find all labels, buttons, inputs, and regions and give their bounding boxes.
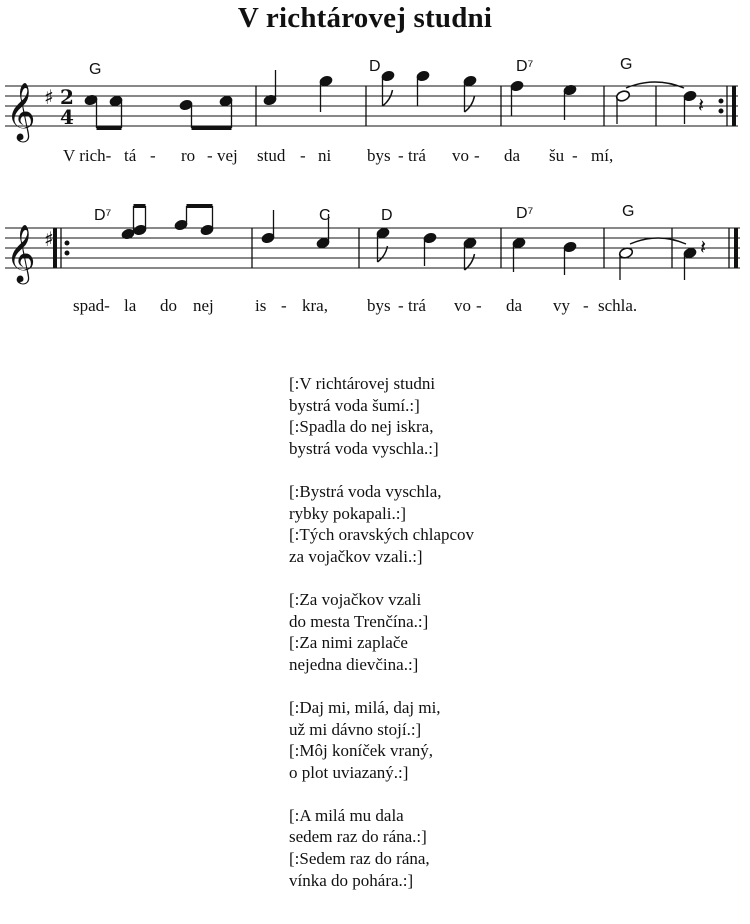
verse-line: [:V richtárovej studni [289,374,436,393]
lyric-syllable: - [583,296,589,315]
time-sig-top: 2 [60,85,74,109]
verse-line: [:Daj mi, milá, daj mi, [289,697,441,717]
verse-line: do mesta Trenčína.:] [289,611,429,631]
lyric-syllable: kra, [302,296,328,315]
key-signature-sharp-2: ♯ [44,227,54,251]
chord-1-2: D [369,58,381,75]
notes-staff-1 [84,70,684,128]
lyric-syllable: - [150,146,156,165]
svg-text:𝄽: 𝄽 [700,235,707,259]
lyric-syllable: da [504,146,521,165]
chord-1-4: G [620,56,633,73]
verse-line: vínka do pohára.:] [289,870,414,890]
lyric-syllable: tá [124,146,137,165]
lyric-syllable: - [398,146,404,165]
lyric-syllable: trá [408,296,426,315]
verse-line: [:A milá mu dala [289,805,404,825]
stanza [289,805,589,891]
chord-2-5: G [622,203,635,220]
chord-2-3: D [381,207,393,224]
stanza [289,373,589,459]
verse-line: [:Môj koníček vraný, [289,741,433,761]
verse-line: bystrá voda šumí.:] [289,395,420,415]
verse-line: už mi dávno stojí.:] [289,719,422,739]
treble-clef-icon: 𝄞 [6,82,36,140]
lyric-syllable: vy [553,296,570,315]
verse-line: bystrá voda vyschla.:] [289,438,439,458]
lyric-syllable: - [281,296,287,315]
verse-line: nejedna dievčina.:] [289,654,419,674]
stanza [289,697,589,783]
lyric-syllable: do [160,296,177,315]
lyric-syllable: - [207,146,213,165]
lyric-syllable: - [572,146,578,165]
lyric-syllable: ro [181,146,196,165]
treble-clef-icon-2: 𝄞 [6,224,36,282]
chord-1-1: G [89,61,102,78]
verses-block [289,373,589,913]
svg-text:𝄽: 𝄽 [698,93,705,117]
verse-line: rybky pokapali.:] [289,503,407,523]
chord-2-2: C [319,207,331,224]
chord-2-4: D⁷ [516,205,534,222]
lyric-syllable: - [474,146,480,165]
key-signature-sharp: ♯ [44,85,54,109]
lyric-syllable: da [506,296,523,315]
verse-line: [:Spadla do nej iskra, [289,417,434,437]
song-title: V richtárovej studni [237,2,493,34]
verse-line: za vojačkov vzali.:] [289,546,423,566]
verse-line: [:Sedem raz do rána, [289,849,430,869]
verse-line: [:Za vojačkov vzali [289,589,422,609]
lyric-syllable: la [124,296,137,315]
stanza [289,589,589,675]
staff-1-end [656,86,738,126]
lyric-syllable: is [255,296,267,315]
lyric-syllable: - [476,296,482,315]
lyric-syllable: vej [217,146,238,165]
lyric-syllable: bys [367,146,391,165]
staff-1 [5,86,656,126]
chord-2-1: D⁷ [94,207,112,224]
lyric-syllable: trá [408,146,426,165]
verse-line: [:Tých oravských chlapcov [289,525,475,545]
lyric-syllable: bys [367,296,391,315]
lyric-syllable: - [300,146,306,165]
verse-line: [:Za nimi zaplače [289,633,408,653]
lyric-syllable: mí, [591,146,614,165]
verse-line: sedem raz do rána.:] [289,827,427,847]
verse-line: [:Bystrá voda vyschla, [289,481,442,501]
chord-1-3: D⁷ [516,58,534,75]
lyric-syllable: ni [318,146,332,165]
lyric-syllable: šu [549,146,565,165]
lyric-syllable: nej [193,296,214,315]
lyric-syllable: - [398,296,404,315]
time-sig-bottom: 4 [60,105,74,129]
lyric-syllable: vo [454,296,471,315]
lyric-syllable: schla. [598,296,638,315]
stanza [289,481,589,567]
lyric-syllable: V rich- [63,146,112,165]
verse-line: o plot uviazaný.:] [289,762,409,782]
lyric-syllable: vo [452,146,469,165]
lyric-syllable: stud [257,146,286,165]
lyric-syllable: spad- [73,296,110,315]
